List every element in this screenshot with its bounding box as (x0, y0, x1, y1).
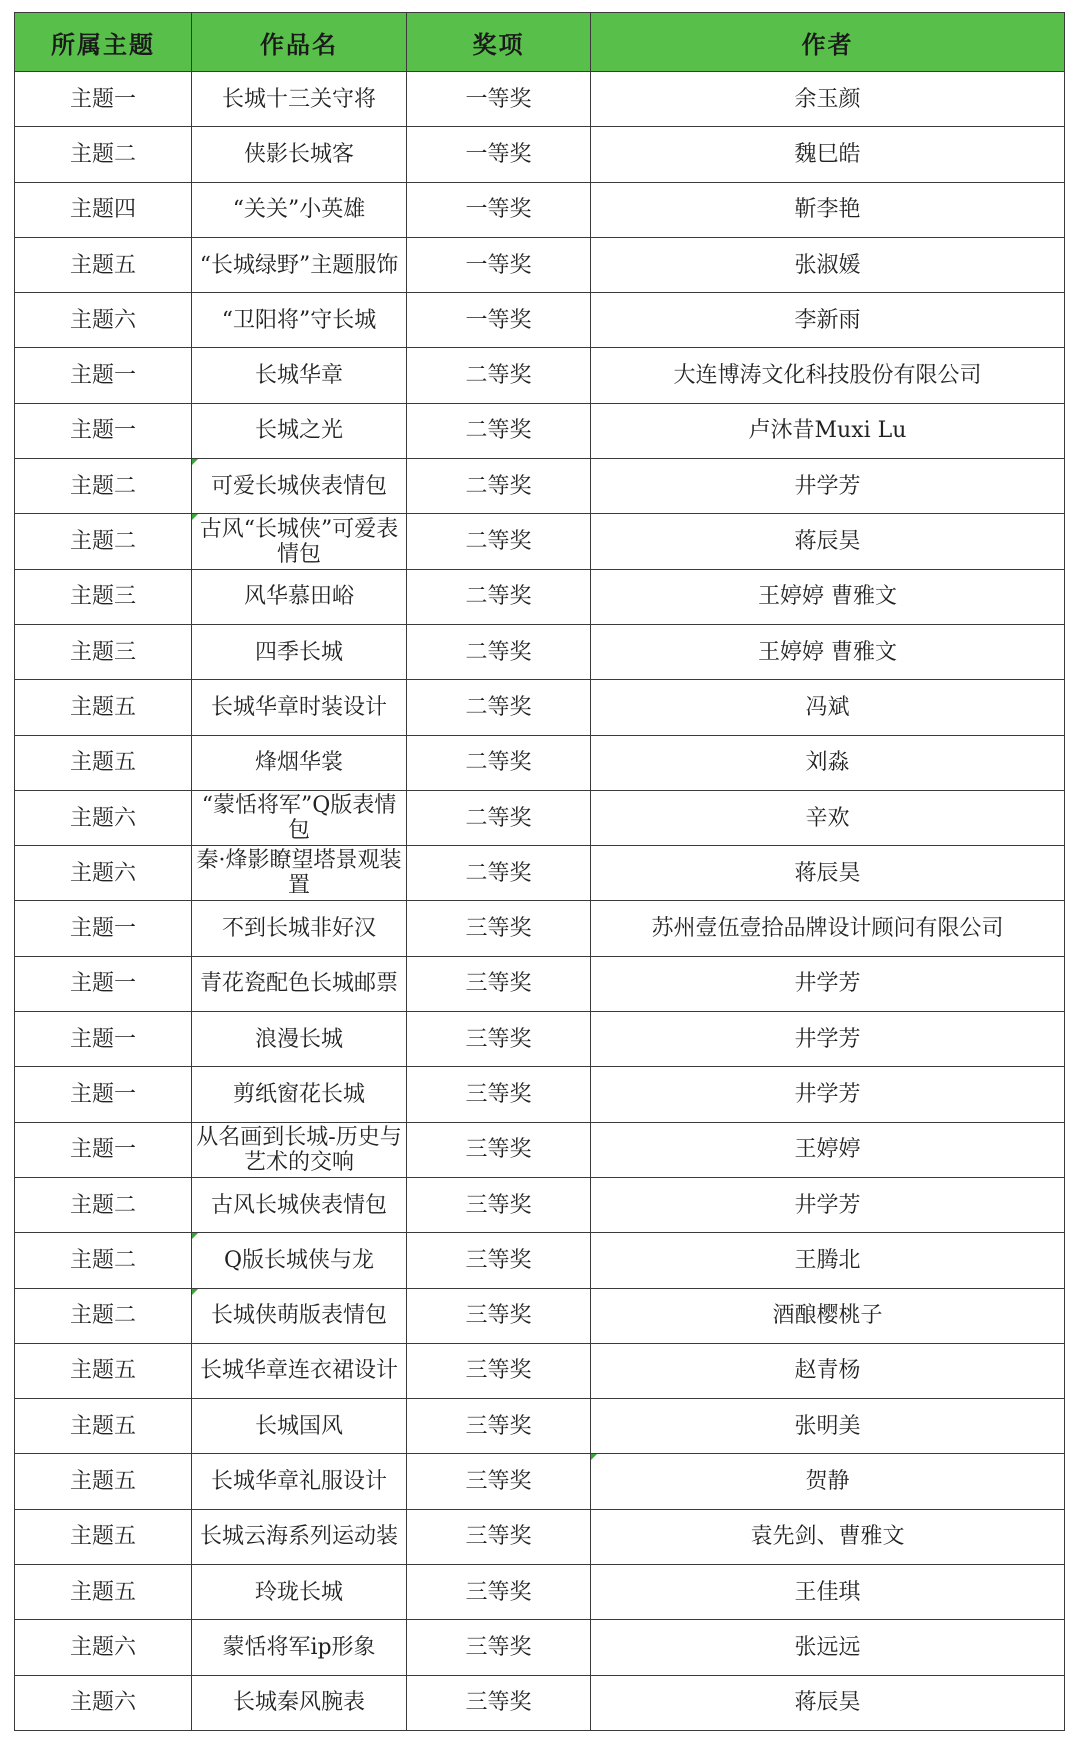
cell-award (407, 1122, 591, 1177)
cell-author-text: 王腾北 (794, 1247, 861, 1273)
cell-author (591, 901, 1065, 956)
cell-theme-text: 主题二 (69, 1303, 136, 1329)
cell-award (407, 459, 591, 514)
cell-theme-text: 主题一 (69, 418, 136, 444)
cell-author (591, 1012, 1065, 1067)
cell-work (192, 1454, 407, 1509)
cell-author (591, 569, 1065, 624)
table-row (15, 348, 1065, 403)
cell-award-text: 三等奖 (465, 1247, 532, 1273)
cell-award (407, 846, 591, 901)
cell-work-text: 长城华章 (254, 363, 343, 389)
cell-author-text: 魏巳皓 (794, 141, 861, 167)
cell-theme-text: 主题五 (69, 1358, 136, 1384)
cell-author-text: 张远远 (794, 1634, 861, 1660)
cell-work-text: 可爱长城侠表情包 (210, 473, 387, 499)
cell-award-text: 二等奖 (465, 860, 532, 886)
cell-author (591, 182, 1065, 237)
cell-work (192, 127, 407, 182)
cell-award-text: 三等奖 (465, 1081, 532, 1107)
cell-theme (15, 127, 192, 182)
cell-work (192, 1509, 407, 1564)
cell-author (591, 1565, 1065, 1620)
cell-award-text: 三等奖 (465, 1026, 532, 1052)
cell-comment-marker-icon (591, 1454, 597, 1460)
cell-award-text: 一等奖 (465, 252, 532, 278)
cell-work (192, 1675, 407, 1730)
cell-author-text: 井学芳 (794, 1192, 861, 1218)
cell-work (192, 680, 407, 735)
table-row (15, 1343, 1065, 1398)
cell-award (407, 569, 591, 624)
cell-award (407, 348, 591, 403)
table-row (15, 1509, 1065, 1564)
cell-theme (15, 956, 192, 1011)
cell-award (407, 735, 591, 790)
cell-theme (15, 403, 192, 458)
cell-work-text: 侠影长城客 (243, 141, 354, 167)
cell-theme (15, 1509, 192, 1564)
cell-author-text: 张明美 (794, 1413, 861, 1439)
cell-award-text: 一等奖 (465, 197, 532, 223)
cell-theme (15, 790, 192, 845)
table-row (15, 1067, 1065, 1122)
table-row (15, 1122, 1065, 1177)
cell-author (591, 348, 1065, 403)
cell-author-text: 张淑媛 (794, 252, 861, 278)
cell-award (407, 127, 591, 182)
cell-work (192, 1620, 407, 1675)
cell-work (192, 237, 407, 292)
cell-theme (15, 735, 192, 790)
table-row (15, 127, 1065, 182)
cell-award-text: 二等奖 (465, 694, 532, 720)
cell-work-text: 长城国风 (254, 1413, 343, 1439)
cell-award-text: 二等奖 (465, 584, 532, 610)
cell-theme (15, 1675, 192, 1730)
header-author: 作者 (591, 13, 1065, 72)
cell-work (192, 735, 407, 790)
cell-comment-marker-icon (192, 1289, 198, 1295)
cell-theme (15, 1565, 192, 1620)
header-work: 作品名 (192, 13, 407, 72)
cell-theme-text: 主题五 (69, 694, 136, 720)
cell-award (407, 72, 591, 127)
cell-author (591, 237, 1065, 292)
cell-author (591, 72, 1065, 127)
cell-award-text: 一等奖 (465, 307, 532, 333)
cell-award-text: 三等奖 (465, 1634, 532, 1660)
cell-theme (15, 680, 192, 735)
cell-award (407, 1454, 591, 1509)
header-theme: 所属主题 (15, 13, 192, 72)
cell-author-text: 王婷婷 曹雅文 (758, 639, 897, 665)
cell-award (407, 514, 591, 569)
table-row (15, 1675, 1065, 1730)
cell-author-text: 袁先剑、曹雅文 (750, 1524, 905, 1550)
cell-theme-text: 主题五 (69, 1413, 136, 1439)
cell-work (192, 624, 407, 679)
cell-author (591, 1067, 1065, 1122)
cell-author (591, 403, 1065, 458)
cell-author (591, 1454, 1065, 1509)
cell-theme-text: 主题二 (69, 1192, 136, 1218)
cell-award-text: 二等奖 (465, 363, 532, 389)
cell-author-text: 卢沐昔Muxi Lu (748, 418, 907, 444)
cell-theme (15, 72, 192, 127)
cell-work-text: “关关”小英雄 (232, 197, 366, 223)
cell-work (192, 293, 407, 348)
cell-work-text: 剪纸窗花长城 (232, 1081, 365, 1107)
cell-work-text: Q版长城侠与龙 (223, 1247, 375, 1273)
cell-work-text: 青花瓷配色长城邮票 (199, 971, 398, 997)
cell-work-text: 蒙恬将军ip形象 (222, 1634, 376, 1660)
cell-work (192, 569, 407, 624)
header-award: 奖项 (407, 13, 591, 72)
table-row (15, 735, 1065, 790)
cell-theme-text: 主题六 (69, 307, 136, 333)
cell-theme-text: 主题五 (69, 1469, 136, 1495)
cell-work-text: 长城云海系列运动装 (199, 1524, 398, 1550)
cell-author-text: 赵青杨 (794, 1358, 861, 1384)
cell-author-text: 井学芳 (794, 473, 861, 499)
cell-author-text: 井学芳 (794, 971, 861, 997)
cell-award-text: 三等奖 (465, 1579, 532, 1605)
cell-theme (15, 569, 192, 624)
awards-table (14, 12, 1065, 1731)
cell-theme-text: 主题一 (69, 1026, 136, 1052)
table-body (15, 72, 1065, 1731)
cell-award (407, 1565, 591, 1620)
cell-work-text: “长城绿野”主题服饰 (199, 252, 399, 278)
table-row (15, 680, 1065, 735)
cell-award-text: 二等奖 (465, 750, 532, 776)
cell-award (407, 956, 591, 1011)
cell-work (192, 514, 407, 569)
cell-theme-text: 主题五 (69, 750, 136, 776)
cell-author (591, 790, 1065, 845)
cell-author (591, 293, 1065, 348)
cell-theme-text: 主题六 (69, 1634, 136, 1660)
table-row (15, 624, 1065, 679)
cell-work-text: 长城之光 (254, 418, 343, 444)
awards-table-container (14, 12, 1064, 1731)
cell-work-text: 四季长城 (254, 639, 343, 665)
cell-author (591, 735, 1065, 790)
table-row (15, 237, 1065, 292)
cell-theme-text: 主题一 (69, 363, 136, 389)
cell-author (591, 1620, 1065, 1675)
cell-work (192, 1288, 407, 1343)
cell-theme (15, 846, 192, 901)
cell-theme (15, 1122, 192, 1177)
cell-theme-text: 主题一 (69, 1137, 136, 1163)
cell-award (407, 624, 591, 679)
cell-author (591, 1509, 1065, 1564)
cell-author-text: 酒酿樱桃子 (772, 1303, 883, 1329)
cell-theme (15, 1067, 192, 1122)
table-row (15, 790, 1065, 845)
cell-theme-text: 主题六 (69, 860, 136, 886)
table-row (15, 459, 1065, 514)
cell-award-text: 三等奖 (465, 1469, 532, 1495)
cell-author-text: 井学芳 (794, 1081, 861, 1107)
cell-award-text: 一等奖 (465, 86, 532, 112)
cell-work-text: 风华慕田峪 (243, 584, 354, 610)
table-row (15, 1565, 1065, 1620)
cell-theme-text: 主题二 (69, 529, 136, 555)
cell-award (407, 1233, 591, 1288)
cell-author (591, 1177, 1065, 1232)
cell-award (407, 790, 591, 845)
cell-work (192, 846, 407, 901)
cell-author (591, 127, 1065, 182)
cell-comment-marker-icon (192, 459, 198, 465)
cell-author (591, 1122, 1065, 1177)
table-row (15, 901, 1065, 956)
cell-author-text: 刘淼 (805, 750, 850, 776)
cell-theme (15, 348, 192, 403)
cell-comment-marker-icon (192, 1233, 198, 1239)
cell-award-text: 二等奖 (465, 639, 532, 665)
cell-theme-text: 主题六 (69, 805, 136, 831)
table-row (15, 293, 1065, 348)
header-row (15, 13, 1065, 72)
cell-award-text: 三等奖 (465, 1413, 532, 1439)
cell-author (591, 846, 1065, 901)
cell-work-text: 秦·烽影瞭望塔景观装置 (196, 848, 402, 899)
cell-theme-text: 主题五 (69, 1524, 136, 1550)
cell-work (192, 956, 407, 1011)
table-row (15, 1177, 1065, 1232)
cell-theme-text: 主题一 (69, 1081, 136, 1107)
cell-work (192, 901, 407, 956)
cell-author (591, 1675, 1065, 1730)
cell-work (192, 1343, 407, 1398)
cell-author (591, 459, 1065, 514)
cell-work-text: 古风长城侠表情包 (210, 1192, 387, 1218)
cell-work-text: 长城秦风腕表 (232, 1690, 365, 1716)
cell-theme (15, 182, 192, 237)
cell-theme-text: 主题三 (69, 584, 136, 610)
cell-work-text: 玲珑长城 (254, 1579, 343, 1605)
cell-award (407, 1675, 591, 1730)
cell-work-text: 从名画到长城-历史与艺术的交响 (196, 1124, 402, 1175)
table-row (15, 514, 1065, 569)
cell-author-text: 靳李艳 (794, 197, 861, 223)
cell-work (192, 1399, 407, 1454)
cell-author-text: 辛欢 (805, 805, 850, 831)
cell-author-text: 贺静 (805, 1469, 850, 1495)
cell-award (407, 1067, 591, 1122)
cell-theme-text: 主题一 (69, 916, 136, 942)
cell-theme (15, 1399, 192, 1454)
cell-author-text: 井学芳 (794, 1026, 861, 1052)
cell-work (192, 1122, 407, 1177)
table-row (15, 1012, 1065, 1067)
cell-work (192, 403, 407, 458)
cell-author (591, 514, 1065, 569)
cell-theme-text: 主题二 (69, 1247, 136, 1273)
cell-work (192, 459, 407, 514)
cell-author (591, 624, 1065, 679)
cell-work-text: 长城十三关守将 (221, 86, 376, 112)
cell-award-text: 三等奖 (465, 1192, 532, 1218)
cell-author (591, 956, 1065, 1011)
cell-award (407, 1288, 591, 1343)
cell-author (591, 1288, 1065, 1343)
cell-theme (15, 293, 192, 348)
cell-work-text: 长城华章礼服设计 (210, 1469, 387, 1495)
cell-theme (15, 1288, 192, 1343)
cell-theme (15, 1233, 192, 1288)
cell-award-text: 二等奖 (465, 805, 532, 831)
cell-award (407, 1343, 591, 1398)
cell-award-text: 三等奖 (465, 1690, 532, 1716)
cell-theme-text: 主题六 (69, 1690, 136, 1716)
table-row (15, 1288, 1065, 1343)
table-row (15, 846, 1065, 901)
table-row (15, 1454, 1065, 1509)
cell-work (192, 1233, 407, 1288)
cell-theme (15, 459, 192, 514)
cell-author-text: 蒋辰昊 (794, 1690, 861, 1716)
cell-award (407, 403, 591, 458)
cell-author (591, 1399, 1065, 1454)
cell-award (407, 1177, 591, 1232)
cell-award-text: 三等奖 (465, 1303, 532, 1329)
table-row (15, 569, 1065, 624)
cell-author-text: 余玉颜 (794, 86, 861, 112)
cell-work-text: 长城华章时装设计 (210, 694, 387, 720)
cell-theme-text: 主题四 (69, 197, 136, 223)
cell-author-text: 王婷婷 (794, 1137, 861, 1163)
cell-award (407, 901, 591, 956)
cell-theme-text: 主题五 (69, 252, 136, 278)
cell-author-text: 王佳琪 (794, 1579, 861, 1605)
cell-award (407, 680, 591, 735)
cell-award-text: 二等奖 (465, 418, 532, 444)
cell-work-text: “卫阳将”守长城 (221, 307, 377, 333)
cell-award (407, 1012, 591, 1067)
cell-award (407, 293, 591, 348)
cell-author-text: 王婷婷 曹雅文 (758, 584, 897, 610)
cell-award-text: 三等奖 (465, 916, 532, 942)
cell-award (407, 237, 591, 292)
cell-work (192, 1067, 407, 1122)
cell-award (407, 1399, 591, 1454)
table-row (15, 1620, 1065, 1675)
cell-work (192, 348, 407, 403)
table-row (15, 182, 1065, 237)
cell-author-text: 大连博涛文化科技股份有限公司 (673, 363, 982, 389)
cell-work (192, 182, 407, 237)
table-row (15, 1233, 1065, 1288)
cell-award-text: 二等奖 (465, 529, 532, 555)
cell-theme-text: 主题三 (69, 639, 136, 665)
cell-award (407, 1509, 591, 1564)
cell-author (591, 1233, 1065, 1288)
cell-award-text: 三等奖 (465, 971, 532, 997)
cell-author-text: 蒋辰昊 (794, 860, 861, 886)
cell-work (192, 1012, 407, 1067)
cell-award-text: 二等奖 (465, 473, 532, 499)
cell-author-text: 苏州壹伍壹拾品牌设计顾问有限公司 (651, 916, 1004, 942)
cell-theme (15, 1620, 192, 1675)
cell-work (192, 1177, 407, 1232)
cell-work-text: 古风“长城侠”可爱表情包 (199, 516, 399, 567)
cell-comment-marker-icon (192, 514, 198, 520)
cell-work (192, 72, 407, 127)
cell-theme-text: 主题二 (69, 473, 136, 499)
cell-award-text: 三等奖 (465, 1358, 532, 1384)
cell-work-text: 不到长城非好汉 (221, 916, 376, 942)
cell-author-text: 冯斌 (805, 694, 850, 720)
cell-author (591, 680, 1065, 735)
cell-theme-text: 主题五 (69, 1579, 136, 1605)
cell-theme (15, 1177, 192, 1232)
cell-theme (15, 1454, 192, 1509)
cell-award (407, 1620, 591, 1675)
cell-award-text: 一等奖 (465, 141, 532, 167)
table-row (15, 72, 1065, 127)
cell-work (192, 1565, 407, 1620)
table-row (15, 956, 1065, 1011)
cell-theme (15, 1012, 192, 1067)
cell-award-text: 三等奖 (465, 1524, 532, 1550)
cell-theme (15, 901, 192, 956)
cell-theme-text: 主题一 (69, 971, 136, 997)
cell-author (591, 1343, 1065, 1398)
table-row (15, 403, 1065, 458)
cell-author-text: 蒋辰昊 (794, 529, 861, 555)
cell-theme (15, 1343, 192, 1398)
cell-work-text: 浪漫长城 (254, 1026, 343, 1052)
cell-award-text: 三等奖 (465, 1137, 532, 1163)
cell-work-text: 长城侠萌版表情包 (210, 1303, 387, 1329)
cell-theme (15, 514, 192, 569)
cell-work-text: 烽烟华裳 (254, 750, 343, 776)
cell-theme (15, 624, 192, 679)
cell-work-text: “蒙恬将军”Q版表情包 (201, 793, 397, 843)
cell-theme-text: 主题一 (69, 86, 136, 112)
cell-author-text: 李新雨 (794, 307, 861, 333)
cell-award (407, 182, 591, 237)
cell-work-text: 长城华章连衣裙设计 (199, 1358, 398, 1384)
cell-theme (15, 237, 192, 292)
cell-work (192, 790, 407, 845)
cell-theme-text: 主题二 (69, 141, 136, 167)
table-row (15, 1399, 1065, 1454)
